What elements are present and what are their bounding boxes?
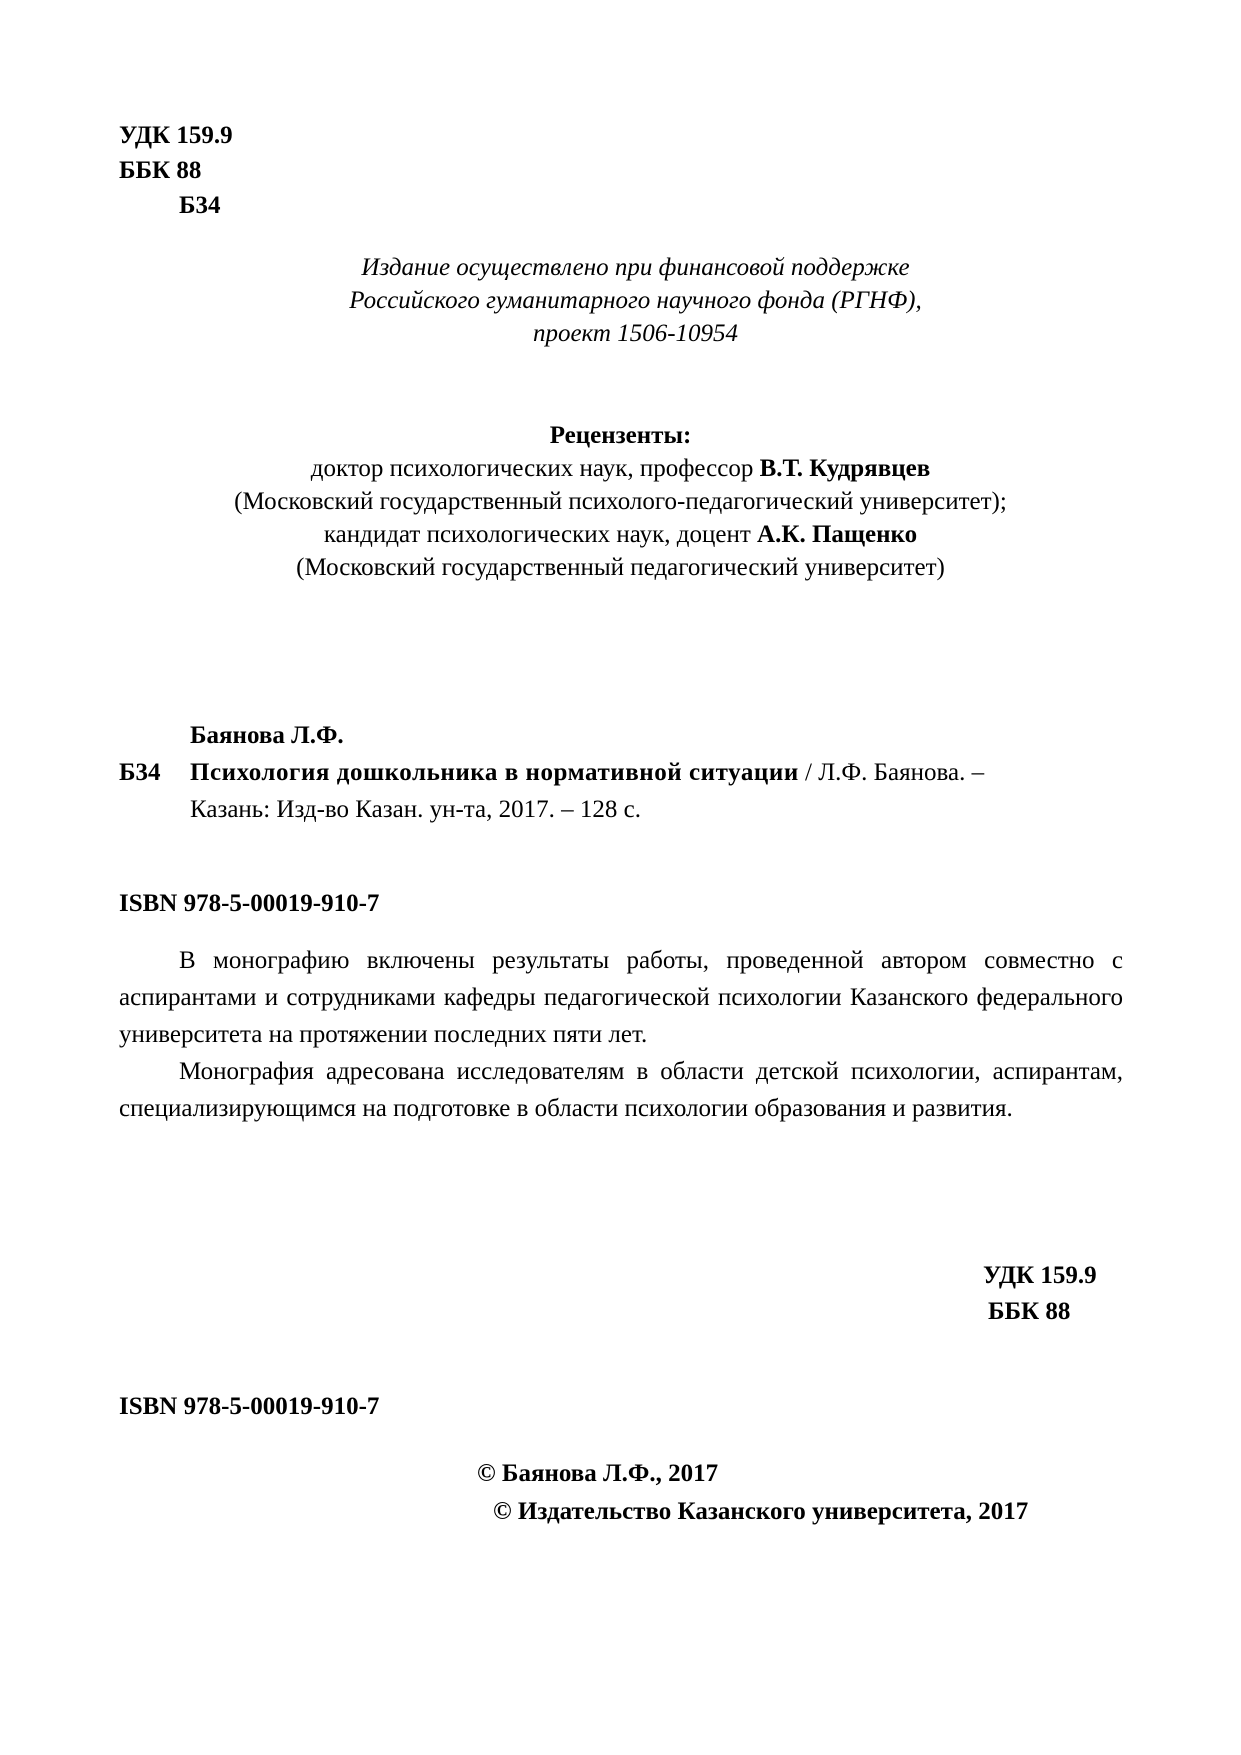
reviewer-1 bbox=[0, 452, 1241, 485]
reviewer-1-affiliation: (Московский государственный психолого-педагогический университет); bbox=[234, 488, 1007, 515]
biblio-code: Б34 bbox=[119, 759, 161, 786]
bbk-code-bottom: ББК 88 bbox=[988, 1298, 1071, 1325]
funding-line-3: проект 1506-10954 bbox=[532, 320, 739, 347]
reviewer-1-title: доктор психологических наук, профессор bbox=[310, 455, 760, 482]
funding-line-2: Российского гуманитарного научного фонда (РГНФ), bbox=[349, 287, 922, 314]
bbk-code: ББК 88 bbox=[119, 157, 202, 184]
biblio-author: Баянова Л.Ф. bbox=[190, 722, 344, 749]
author-mark: Б34 bbox=[179, 192, 221, 219]
reviewer-2-title: кандидат психологических наук, доцент bbox=[323, 521, 758, 548]
isbn-top: ISBN 978-5-00019-910-7 bbox=[119, 890, 380, 917]
biblio-title-row bbox=[119, 754, 984, 791]
copyright-author: © Баянова Л.Ф., 2017 bbox=[477, 1460, 719, 1487]
copyright-publisher: © Издательство Казанского университета, 2017 bbox=[493, 1498, 1029, 1525]
classification-top bbox=[119, 118, 233, 223]
reviewers-block bbox=[0, 419, 1241, 584]
reviewer-2-name: А.К. Пащенко bbox=[757, 521, 918, 548]
biblio-publication: Казань: Изд-во Казан. ун-та, 2017. – 128 с. bbox=[190, 796, 641, 823]
biblio-title: Психология дошкольника в нормативной ситуации bbox=[190, 759, 799, 786]
reviewer-2-affiliation: (Московский государственный педагогический университет) bbox=[296, 554, 945, 581]
bibliographic-entry bbox=[119, 717, 984, 828]
classification-bottom bbox=[983, 1258, 1097, 1330]
biblio-publication-row bbox=[119, 791, 984, 828]
reviewer-2 bbox=[0, 518, 1241, 551]
annotation-paragraph-2: Монография адресована исследователям в области детской психологии, аспирантам, специализирующимся на подготовке в области психологии образования и развития. bbox=[119, 1058, 1123, 1122]
copyright-block bbox=[477, 1455, 1028, 1531]
funding-line-1: Издание осуществлено при финансовой поддержке bbox=[361, 254, 910, 281]
annotation-paragraph-1: В монографию включены результаты работы, проведенной автором совместно с аспирантами и сотрудниками кафедры педагогической психологии Казанского федерального университета на протяжении последних пяти лет. bbox=[119, 947, 1123, 1048]
annotation bbox=[119, 942, 1123, 1127]
biblio-responsibility: / Л.Ф. Баянова. – bbox=[798, 759, 985, 786]
funding-note bbox=[0, 251, 1241, 350]
udk-code-bottom: УДК 159.9 bbox=[983, 1262, 1097, 1289]
reviewers-heading: Рецензенты: bbox=[549, 422, 692, 449]
reviewer-1-name: В.Т. Кудрявцев bbox=[759, 455, 931, 482]
isbn-bottom: ISBN 978-5-00019-910-7 bbox=[119, 1393, 380, 1420]
biblio-author-row bbox=[119, 717, 984, 754]
udk-code: УДК 159.9 bbox=[119, 122, 233, 149]
